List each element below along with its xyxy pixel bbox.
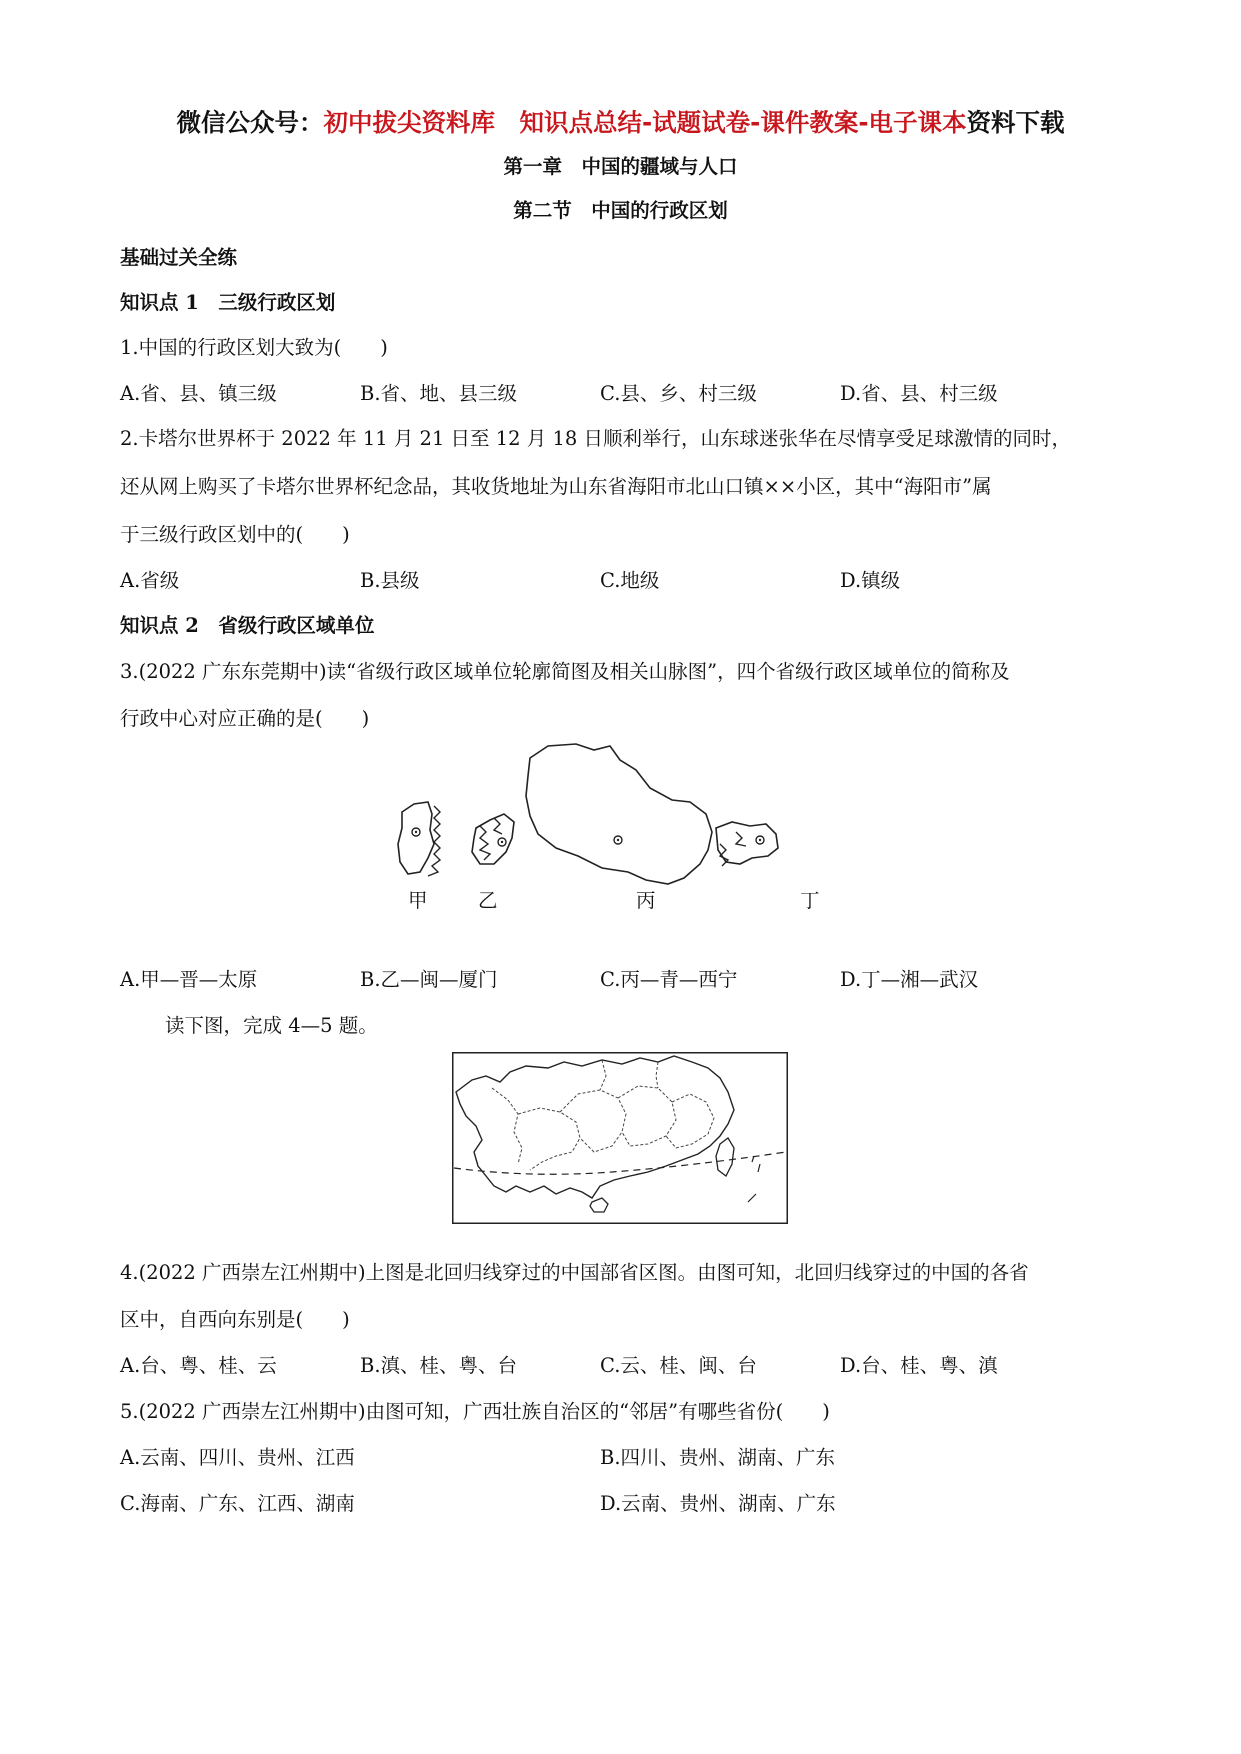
q1-option-a[interactable]: A.省、县、镇三级	[120, 382, 277, 405]
q2-stem-line-1: 2.卡塔尔世界杯于 2022 年 11 月 21 日至 12 月 18 日顺利举行，山东球迷张华在尽情享受足球激情的同时，	[120, 427, 1071, 450]
q4-stem-line-2: 区中，自西向东别是( )	[120, 1308, 350, 1331]
province-outline-figure	[380, 740, 860, 930]
q4-option-c[interactable]: C.云、桂、闽、台	[600, 1354, 757, 1377]
q1-option-d[interactable]: D.省、县、村三级	[840, 382, 998, 405]
q1-stem: 1.中国的行政区划大致为( )	[120, 336, 388, 359]
figure-label-yi: 乙	[478, 889, 498, 912]
banner-prefix: 微信公众号：	[176, 108, 324, 137]
tropic-map-figure	[452, 1052, 788, 1224]
q3-option-a[interactable]: A.甲—晋—太原	[120, 968, 258, 991]
province-yi-outline	[472, 814, 514, 864]
q4-option-a[interactable]: A.台、粤、桂、云	[120, 1354, 277, 1377]
q3-stem-line-1: 3.(2022 广东东莞期中)读“省级行政区域单位轮廓简图及相关山脉图”，四个省级行政区域单位的简称及	[120, 660, 1010, 683]
q3-option-b[interactable]: B.乙—闽—厦门	[360, 968, 498, 991]
q5-option-c[interactable]: C.海南、广东、江西、湖南	[120, 1492, 355, 1515]
figure-label-bing: 丙	[636, 889, 656, 912]
section-title: 第二节 中国的行政区划	[513, 199, 728, 222]
chapter-title: 第一章 中国的疆域与人口	[503, 155, 738, 178]
exercise-heading: 基础过关全练	[120, 246, 238, 269]
read-instruction: 读下图，完成 4—5 题。	[165, 1014, 378, 1037]
q3-option-d[interactable]: D.丁—湘—武汉	[840, 968, 979, 991]
q2-stem-line-2: 还从网上购买了卡塔尔世界杯纪念品，其收货地址为山东省海阳市北山口镇××小区，其中“海阳市”属	[120, 475, 992, 498]
q5-stem: 5.(2022 广西崇左江州期中)由图可知，广西壮族自治区的“邻居”有哪些省份( )	[120, 1400, 830, 1423]
q5-option-b[interactable]: B.四川、贵州、湖南、广东	[600, 1446, 836, 1469]
q5-option-a[interactable]: A.云南、四川、贵州、江西	[120, 1446, 355, 1469]
banner-highlight: 初中拔尖资料库 知识点总结-试题试卷-课件教案-电子课本	[323, 108, 967, 137]
q2-option-b[interactable]: B.县级	[360, 569, 420, 592]
q1-option-c[interactable]: C.县、乡、村三级	[600, 382, 757, 405]
province-bing-outline	[526, 744, 712, 884]
q4-option-b[interactable]: B.滇、桂、粤、台	[360, 1354, 518, 1377]
q4-option-d[interactable]: D.台、桂、粤、滇	[840, 1354, 998, 1377]
kp1-heading: 知识点 1 三级行政区划	[120, 291, 336, 314]
figure-label-ding: 丁	[800, 889, 820, 912]
q4-stem-line-1: 4.(2022 广西崇左江州期中)上图是北回归线穿过的中国部省区图。由图可知，北回归线穿过的中国的各省	[120, 1261, 1029, 1284]
q1-option-b[interactable]: B.省、地、县三级	[360, 382, 518, 405]
q2-option-c[interactable]: C.地级	[600, 569, 660, 592]
q3-stem-line-2: 行政中心对应正确的是( )	[120, 707, 370, 730]
q3-option-c[interactable]: C.丙—青—西宁	[600, 968, 738, 991]
q2-option-d[interactable]: D.镇级	[840, 569, 901, 592]
province-ding-outline	[716, 822, 778, 866]
banner-suffix: 资料下载	[966, 108, 1065, 137]
q5-option-d[interactable]: D.云南、贵州、湖南、广东	[600, 1492, 836, 1515]
kp2-heading: 知识点 2 省级行政区域单位	[120, 614, 375, 637]
header-banner	[0, 106, 1241, 140]
q2-stem-line-3: 于三级行政区划中的( )	[120, 523, 350, 546]
figure-label-jia: 甲	[408, 889, 428, 912]
q2-option-a[interactable]: A.省级	[120, 569, 180, 592]
province-jia-outline	[398, 802, 440, 876]
